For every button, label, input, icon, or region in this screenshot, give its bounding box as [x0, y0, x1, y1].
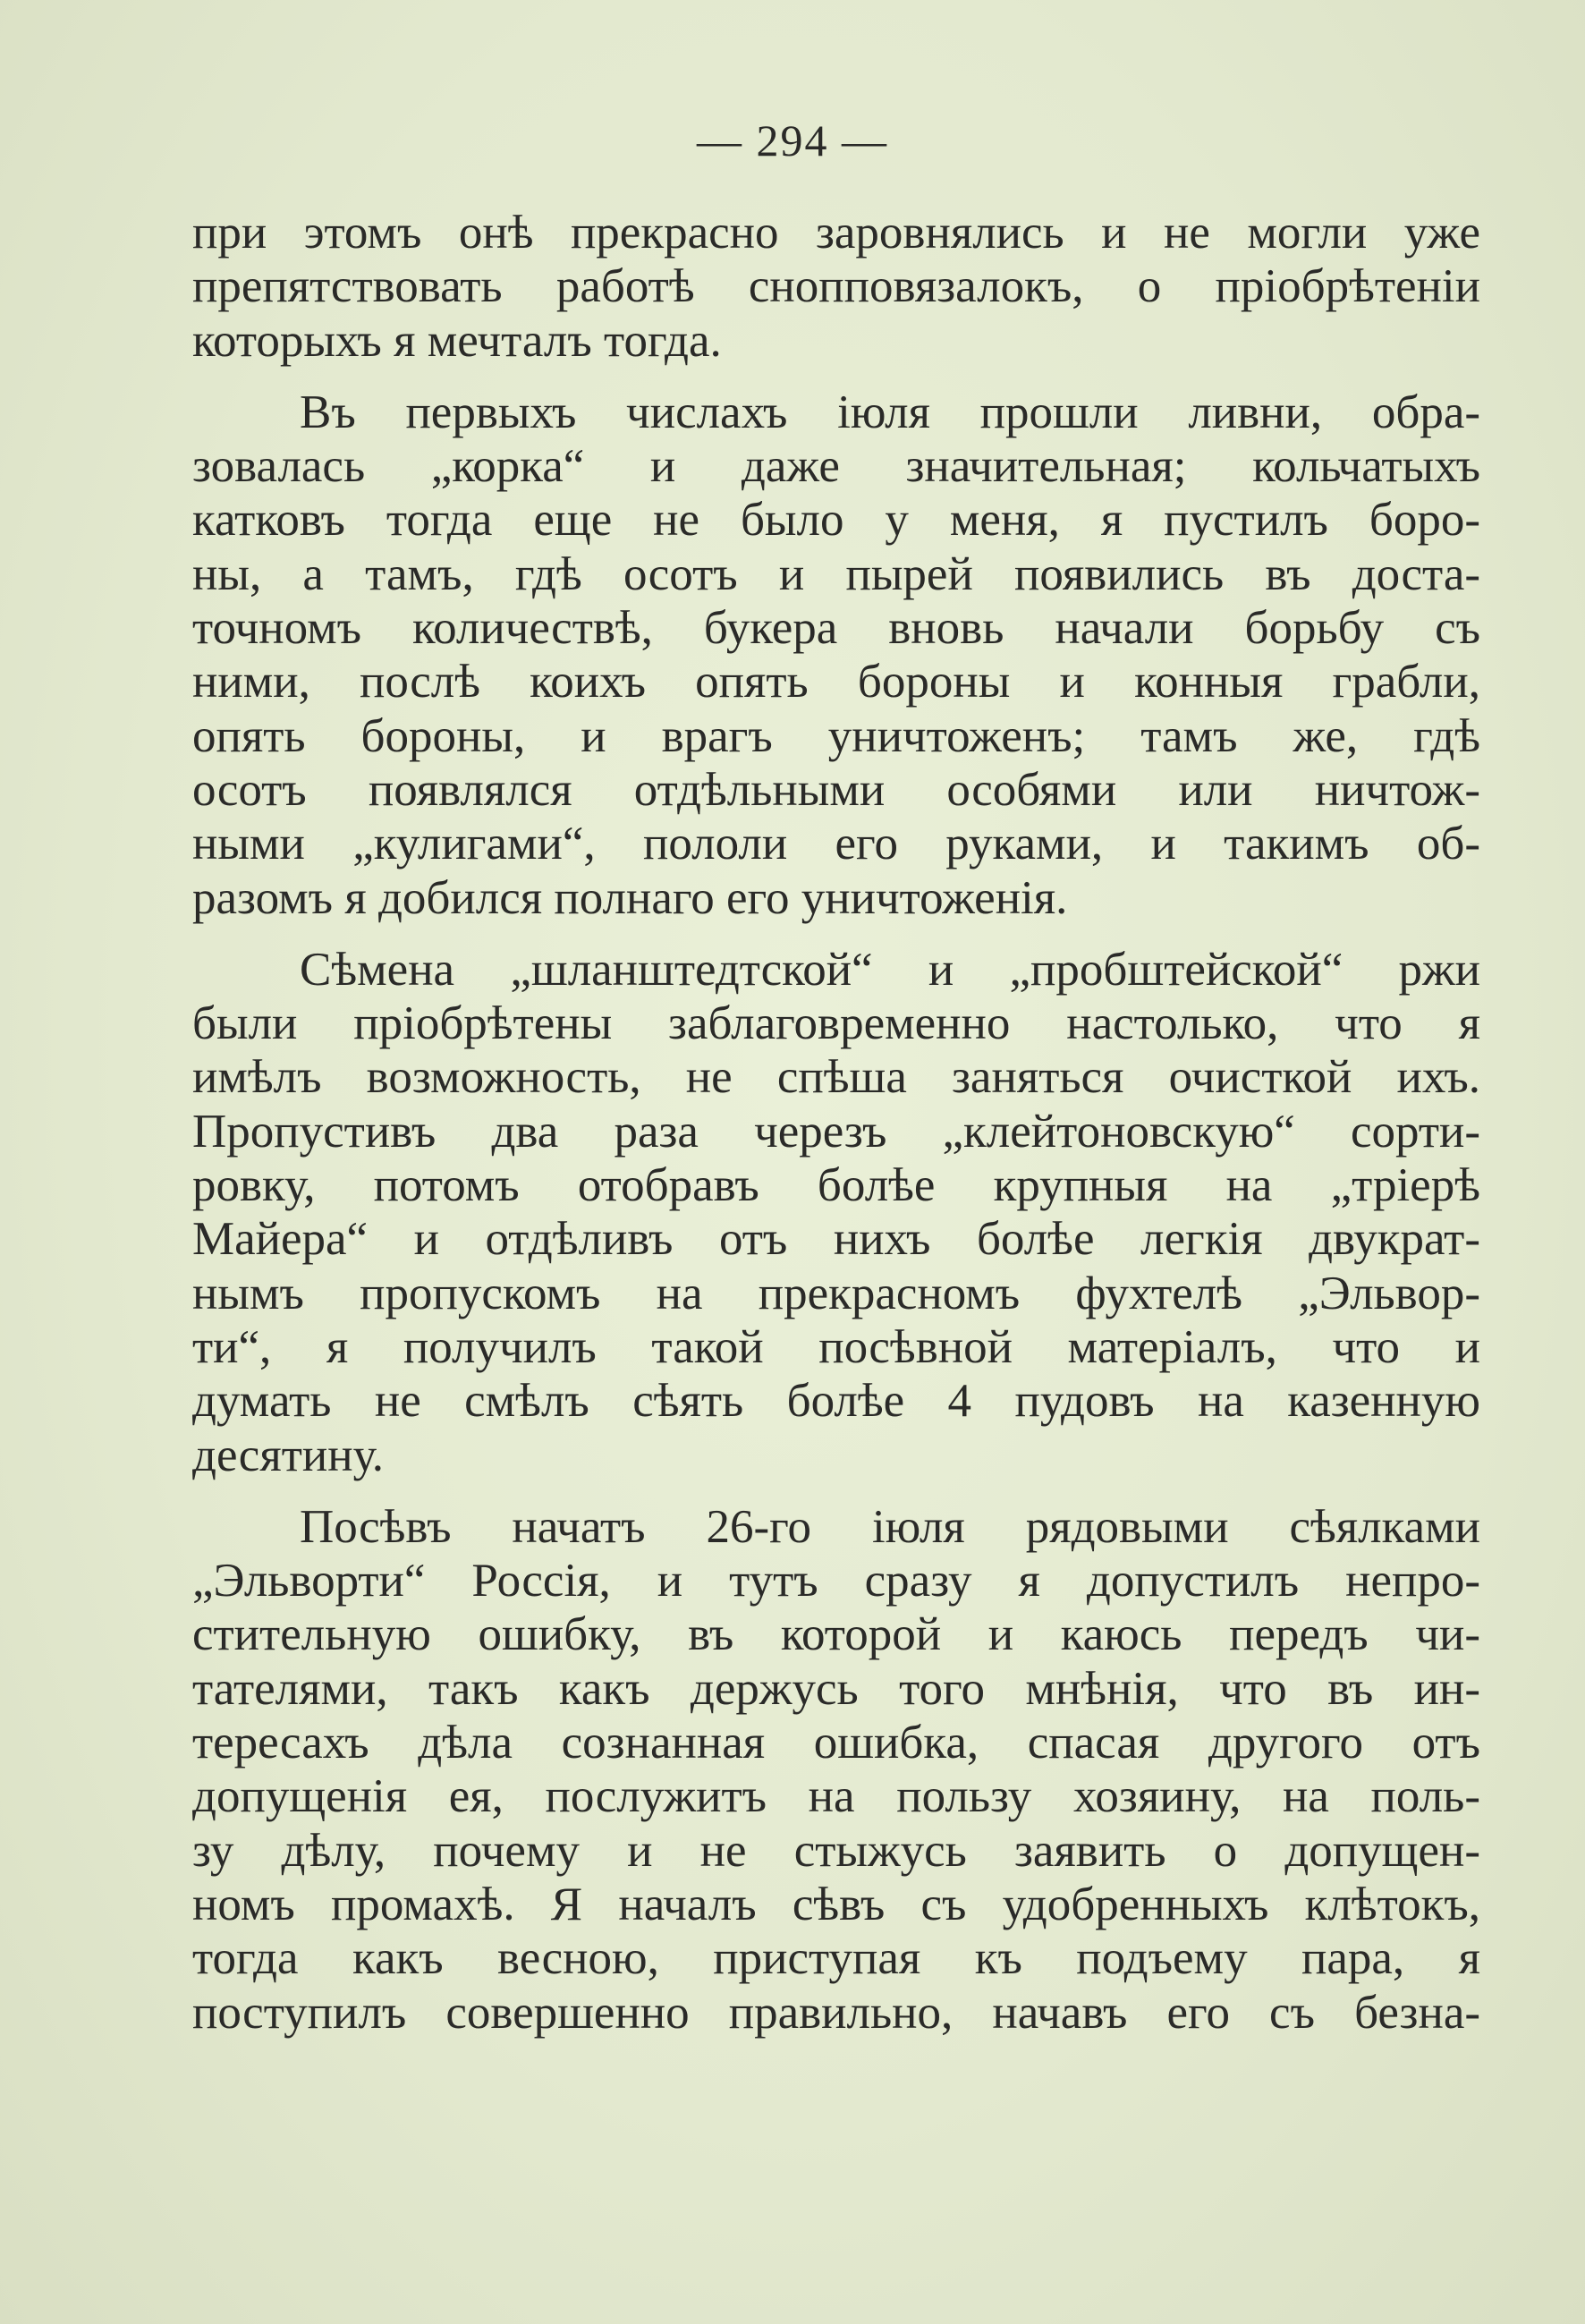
text-line: катковъ тогда еще не было у меня, я пустилъ боро- — [192, 494, 1480, 547]
text-line: опять бороны, и врагъ уничтоженъ; тамъ же, гдѣ — [192, 709, 1480, 762]
text-line: зовалась „корка“ и даже значительная; кольчатыхъ — [192, 440, 1480, 493]
text-line: Пропустивъ два раза черезъ „клейтоновскую“ сорти- — [192, 1105, 1480, 1158]
paragraph-first-line: Сѣмена „шланштедтской“ и „пробштейской“ ржи — [300, 943, 1480, 996]
text-line: осотъ появлялся отдѣльными особями или ничтож- — [192, 763, 1480, 816]
text-line: препятствовать работѣ снопповязалокъ, о пріобрѣтеніи — [192, 260, 1480, 313]
text-line: номъ промахѣ. Я началъ сѣвъ съ удобренныхъ клѣтокъ, — [192, 1878, 1480, 1930]
text-line: допущенія ея, послужитъ на пользу хозяину, на поль- — [192, 1770, 1480, 1823]
text-line: которыхъ я мечталъ тогда. — [192, 314, 722, 367]
text-line: ными „кулигами“, пололи его руками, и такимъ об- — [192, 818, 1480, 870]
text-line: тересахъ дѣла сознанная ошибка, спасая другого отъ — [192, 1717, 1480, 1769]
text-line: разомъ я добился полнаго его уничтоженія. — [192, 871, 1068, 924]
page-number: — 294 — — [697, 115, 888, 165]
paragraph-first-line: Въ первыхъ числахъ іюля прошли ливни, обра- — [300, 386, 1480, 438]
text-line: думать не смѣлъ сѣять болѣе 4 пудовъ на казенную — [192, 1375, 1480, 1428]
text-line: стительную ошибку, въ которой и каюсь передъ чи- — [192, 1608, 1480, 1661]
text-line: точномъ количествѣ, букера вновь начали борьбу съ — [192, 602, 1480, 655]
text-line: Майера“ и отдѣливъ отъ нихъ болѣе легкія двукрат- — [192, 1213, 1480, 1266]
text-line: имѣлъ возможность, не спѣша заняться очисткой ихъ. — [192, 1051, 1480, 1104]
text-line: ны, а тамъ, гдѣ осотъ и пырей появились въ доста- — [192, 547, 1480, 600]
text-line: зу дѣлу, почему и не стыжусь заявить о допущен- — [192, 1824, 1480, 1877]
text-line: были пріобрѣтены заблаговременно настолько, что я — [192, 997, 1480, 1050]
text-line: тогда какъ весною, приступая къ подъему пара, я — [192, 1932, 1480, 1985]
text-line: поступилъ совершенно правильно, начавъ его съ безна- — [192, 1986, 1480, 2039]
text-line: ти“, я получилъ такой посѣвной матеріалъ, что и — [192, 1320, 1480, 1373]
text-line: ровку, потомъ отобравъ болѣе крупныя на „тріерѣ — [192, 1159, 1480, 1212]
text-line: нымъ пропускомъ на прекрасномъ фухтелѣ „Эльвор- — [192, 1267, 1480, 1319]
body-text — [192, 206, 1480, 2040]
text-line: при этомъ онѣ прекрасно заровнялись и не могли уже — [192, 207, 1480, 259]
paragraph-first-line: Посѣвъ начатъ 26-го іюля рядовыми сѣялками — [300, 1500, 1480, 1553]
text-line: ними, послѣ коихъ опять бороны и конныя грабли, — [192, 656, 1480, 708]
text-line: тателями, такъ какъ держусь того мнѣнія, что въ ин- — [192, 1662, 1480, 1715]
text-line: „Эльворти“ Россія, и тутъ сразу я допустилъ непро- — [192, 1555, 1480, 1607]
text-line: десятину. — [192, 1429, 385, 1481]
